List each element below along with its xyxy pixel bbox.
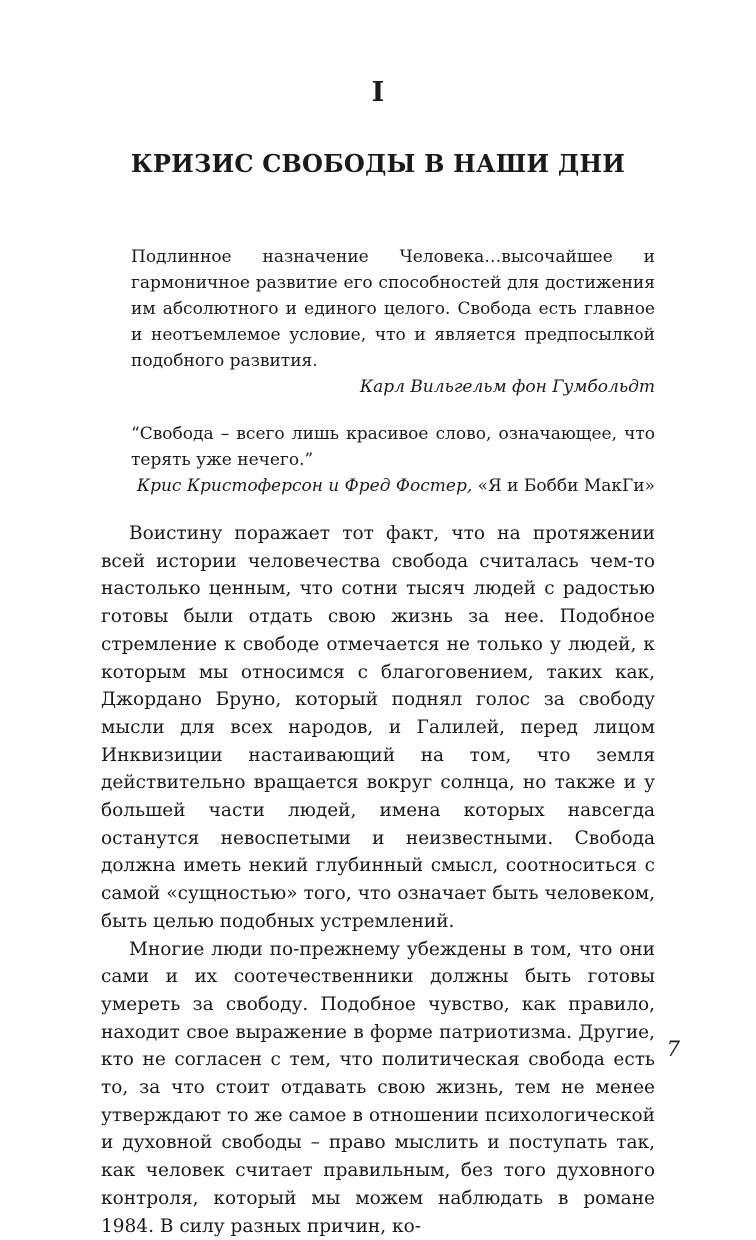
epigraph-author: Крис Кристоферсон и Фред Фостер, [136, 476, 473, 496]
chapter-number: I [371, 77, 385, 108]
epigraph-song-title: «Я и Бобби МакГи» [477, 476, 655, 496]
epigraph-author: Карл Вильгельм фон Гумбольдт [359, 377, 655, 397]
epigraph-attribution [131, 473, 655, 499]
body-paragraph: Многие люди по-прежнему убеждены в том, что они сами и их соотечественники должны быть готовы умереть за свободу. Подобное чувство, как правило, находит свое выражение в форме патриотизма. Другие, кто не согласен с тем, что политическая свобода есть то, за что стоит отдавать свою жизнь, тем не менее утверждают то же самое в отношении психологической и духовной свободы – право мыслить и поступать так, как человек считает правильным, без того духовного контроля, который мы можем наблюдать в романе 1984. В силу разных причин, ко- [101, 938, 655, 1237]
epigraph [131, 244, 655, 400]
page-number: 7 [666, 1037, 680, 1061]
body-paragraph: Воистину поражает тот факт, что на протяжении всей истории человечества свобода считалась чем-то настолько ценным, что сотни тысяч людей с радостью готовы были отдать свою жизнь за нее. Подобное стремление к свободе отмечается не только у людей, к которым мы относимся с благоговением, таких как, Джордано Бруно, который поднял голос за свободу мысли для всех народов, и Галилей, перед лицом Инквизиции настаивающий на том, что земля действительно вращается вокруг солнца, но также и у большей части людей, имена которых навсегда останутся невоспетыми и неизвестными. Свобода должна иметь некий глубинный смысл, соотноситься с самой «сущностью» того, что означает быть человеком, быть целью подобных устремлений. [101, 523, 655, 932]
body-text [101, 520, 655, 1240]
epigraph-quote: “Свобода – всего лишь красивое слово, означающее, что терять уже нечего.” [131, 424, 655, 470]
epigraph [131, 421, 655, 499]
epigraph-quote: Подлинное назначение Человека…высочайшее и гармоничное развитие его способностей для достижения им абсолютного и единого целого. Свобода есть главное и неотъемлемое условие, что и является предпосылкой подобного развития. [131, 247, 655, 371]
chapter-title: КРИЗИС СВОБОДЫ В НАШИ ДНИ [130, 149, 626, 178]
